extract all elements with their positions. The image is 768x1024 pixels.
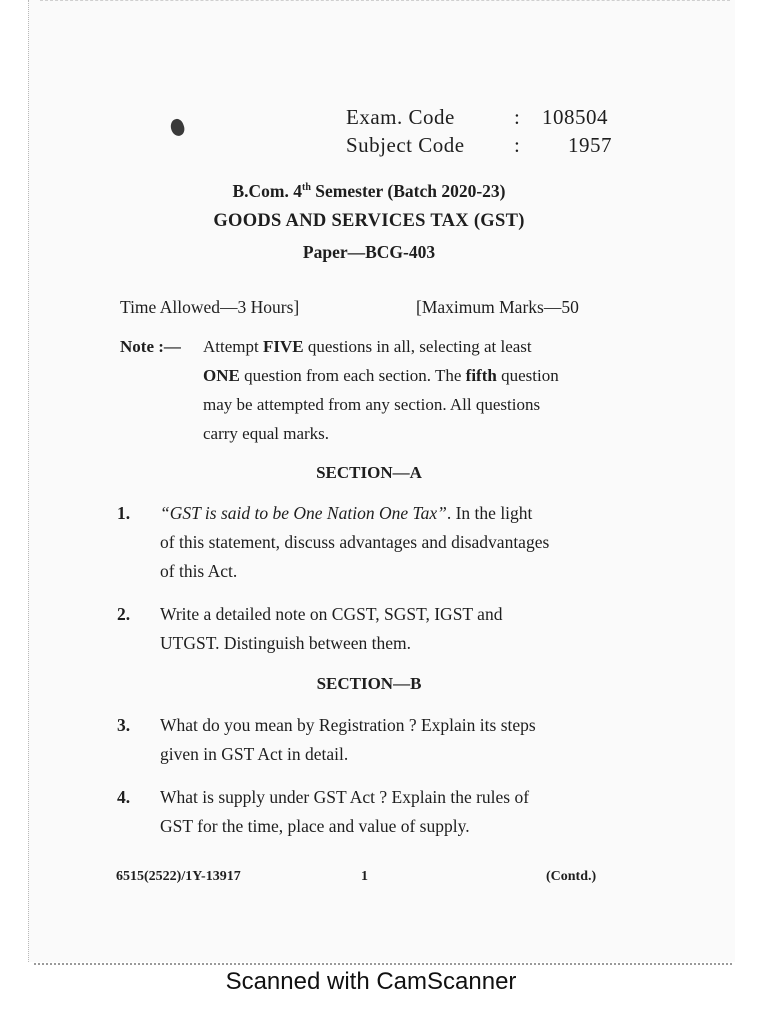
note-line-3: may be attempted from any section. All questions	[203, 395, 541, 414]
note-line-4: carry equal marks.	[203, 424, 330, 443]
question-text	[160, 711, 618, 769]
question-line: What is supply under GST Act ? Explain the rules of	[160, 787, 530, 807]
question-text	[160, 600, 618, 658]
continued-label: (Contd.)	[546, 869, 597, 884]
maximum-marks: [Maximum Marks—50	[416, 297, 579, 317]
question-number: 2.	[117, 604, 131, 624]
note-text-part: Attempt	[203, 337, 263, 356]
subject-code-colon: :	[514, 133, 521, 157]
course-superscript: th	[302, 182, 311, 194]
note-emphasis: fifth	[465, 366, 497, 385]
scan-bottom-edge	[34, 957, 732, 965]
note-label: Note :—	[120, 337, 181, 356]
exam-code-colon: :	[514, 105, 521, 129]
exam-code-label: Exam. Code	[346, 105, 455, 129]
subject-title: GOODS AND SERVICES TAX (GST)	[213, 211, 525, 231]
question-number: 1.	[117, 503, 131, 523]
section-a-heading: SECTION—A	[316, 463, 422, 482]
footer-code: 6515(2522)/1Y-13917	[116, 869, 241, 884]
note-emphasis: ONE	[203, 366, 240, 385]
note-text-part: questions in all, selecting at least	[303, 337, 532, 356]
section-b-heading: SECTION—B	[316, 674, 422, 693]
question-quote: “GST is said to be One Nation One Tax”	[160, 503, 447, 523]
question-text	[160, 783, 618, 841]
subject-code-value: 1957	[568, 133, 612, 157]
note-text-part: question	[496, 366, 559, 385]
question-line: of this statement, discuss advantages and disadvantages	[160, 532, 550, 552]
paper-code: Paper—BCG-403	[302, 242, 436, 262]
page-number: 1	[361, 869, 368, 884]
scan-top-edge	[40, 0, 730, 5]
note-line-2	[203, 361, 617, 390]
exam-code-value: 108504	[542, 105, 608, 129]
question-line	[160, 499, 618, 528]
question-number: 3.	[117, 715, 131, 735]
question-line: UTGST. Distinguish between them.	[160, 633, 411, 653]
note-line-1	[203, 332, 617, 361]
course-line	[0, 181, 738, 202]
note-text-part: question from each section. The	[239, 366, 466, 385]
note-emphasis: FIVE	[262, 337, 304, 356]
question-line: What do you mean by Registration ? Explain its steps	[160, 715, 536, 735]
subject-code-label: Subject Code	[346, 133, 465, 157]
question-number: 4.	[117, 787, 131, 807]
course-prefix: B.Com. 4	[232, 181, 303, 201]
time-allowed: Time Allowed—3 Hours]	[120, 297, 300, 317]
note-text	[203, 332, 617, 448]
question-line: Write a detailed note on CGST, SGST, IGST and	[160, 604, 503, 624]
course-suffix: Semester (Batch 2020-23)	[310, 181, 506, 201]
question-line: given in GST Act in detail.	[160, 744, 349, 764]
question-line: of this Act.	[160, 561, 238, 581]
question-text	[160, 499, 618, 586]
camscanner-watermark: Scanned with CamScanner	[225, 968, 517, 995]
question-line: GST for the time, place and value of supply.	[160, 816, 470, 836]
question-line-rest: . In the light	[446, 503, 533, 523]
